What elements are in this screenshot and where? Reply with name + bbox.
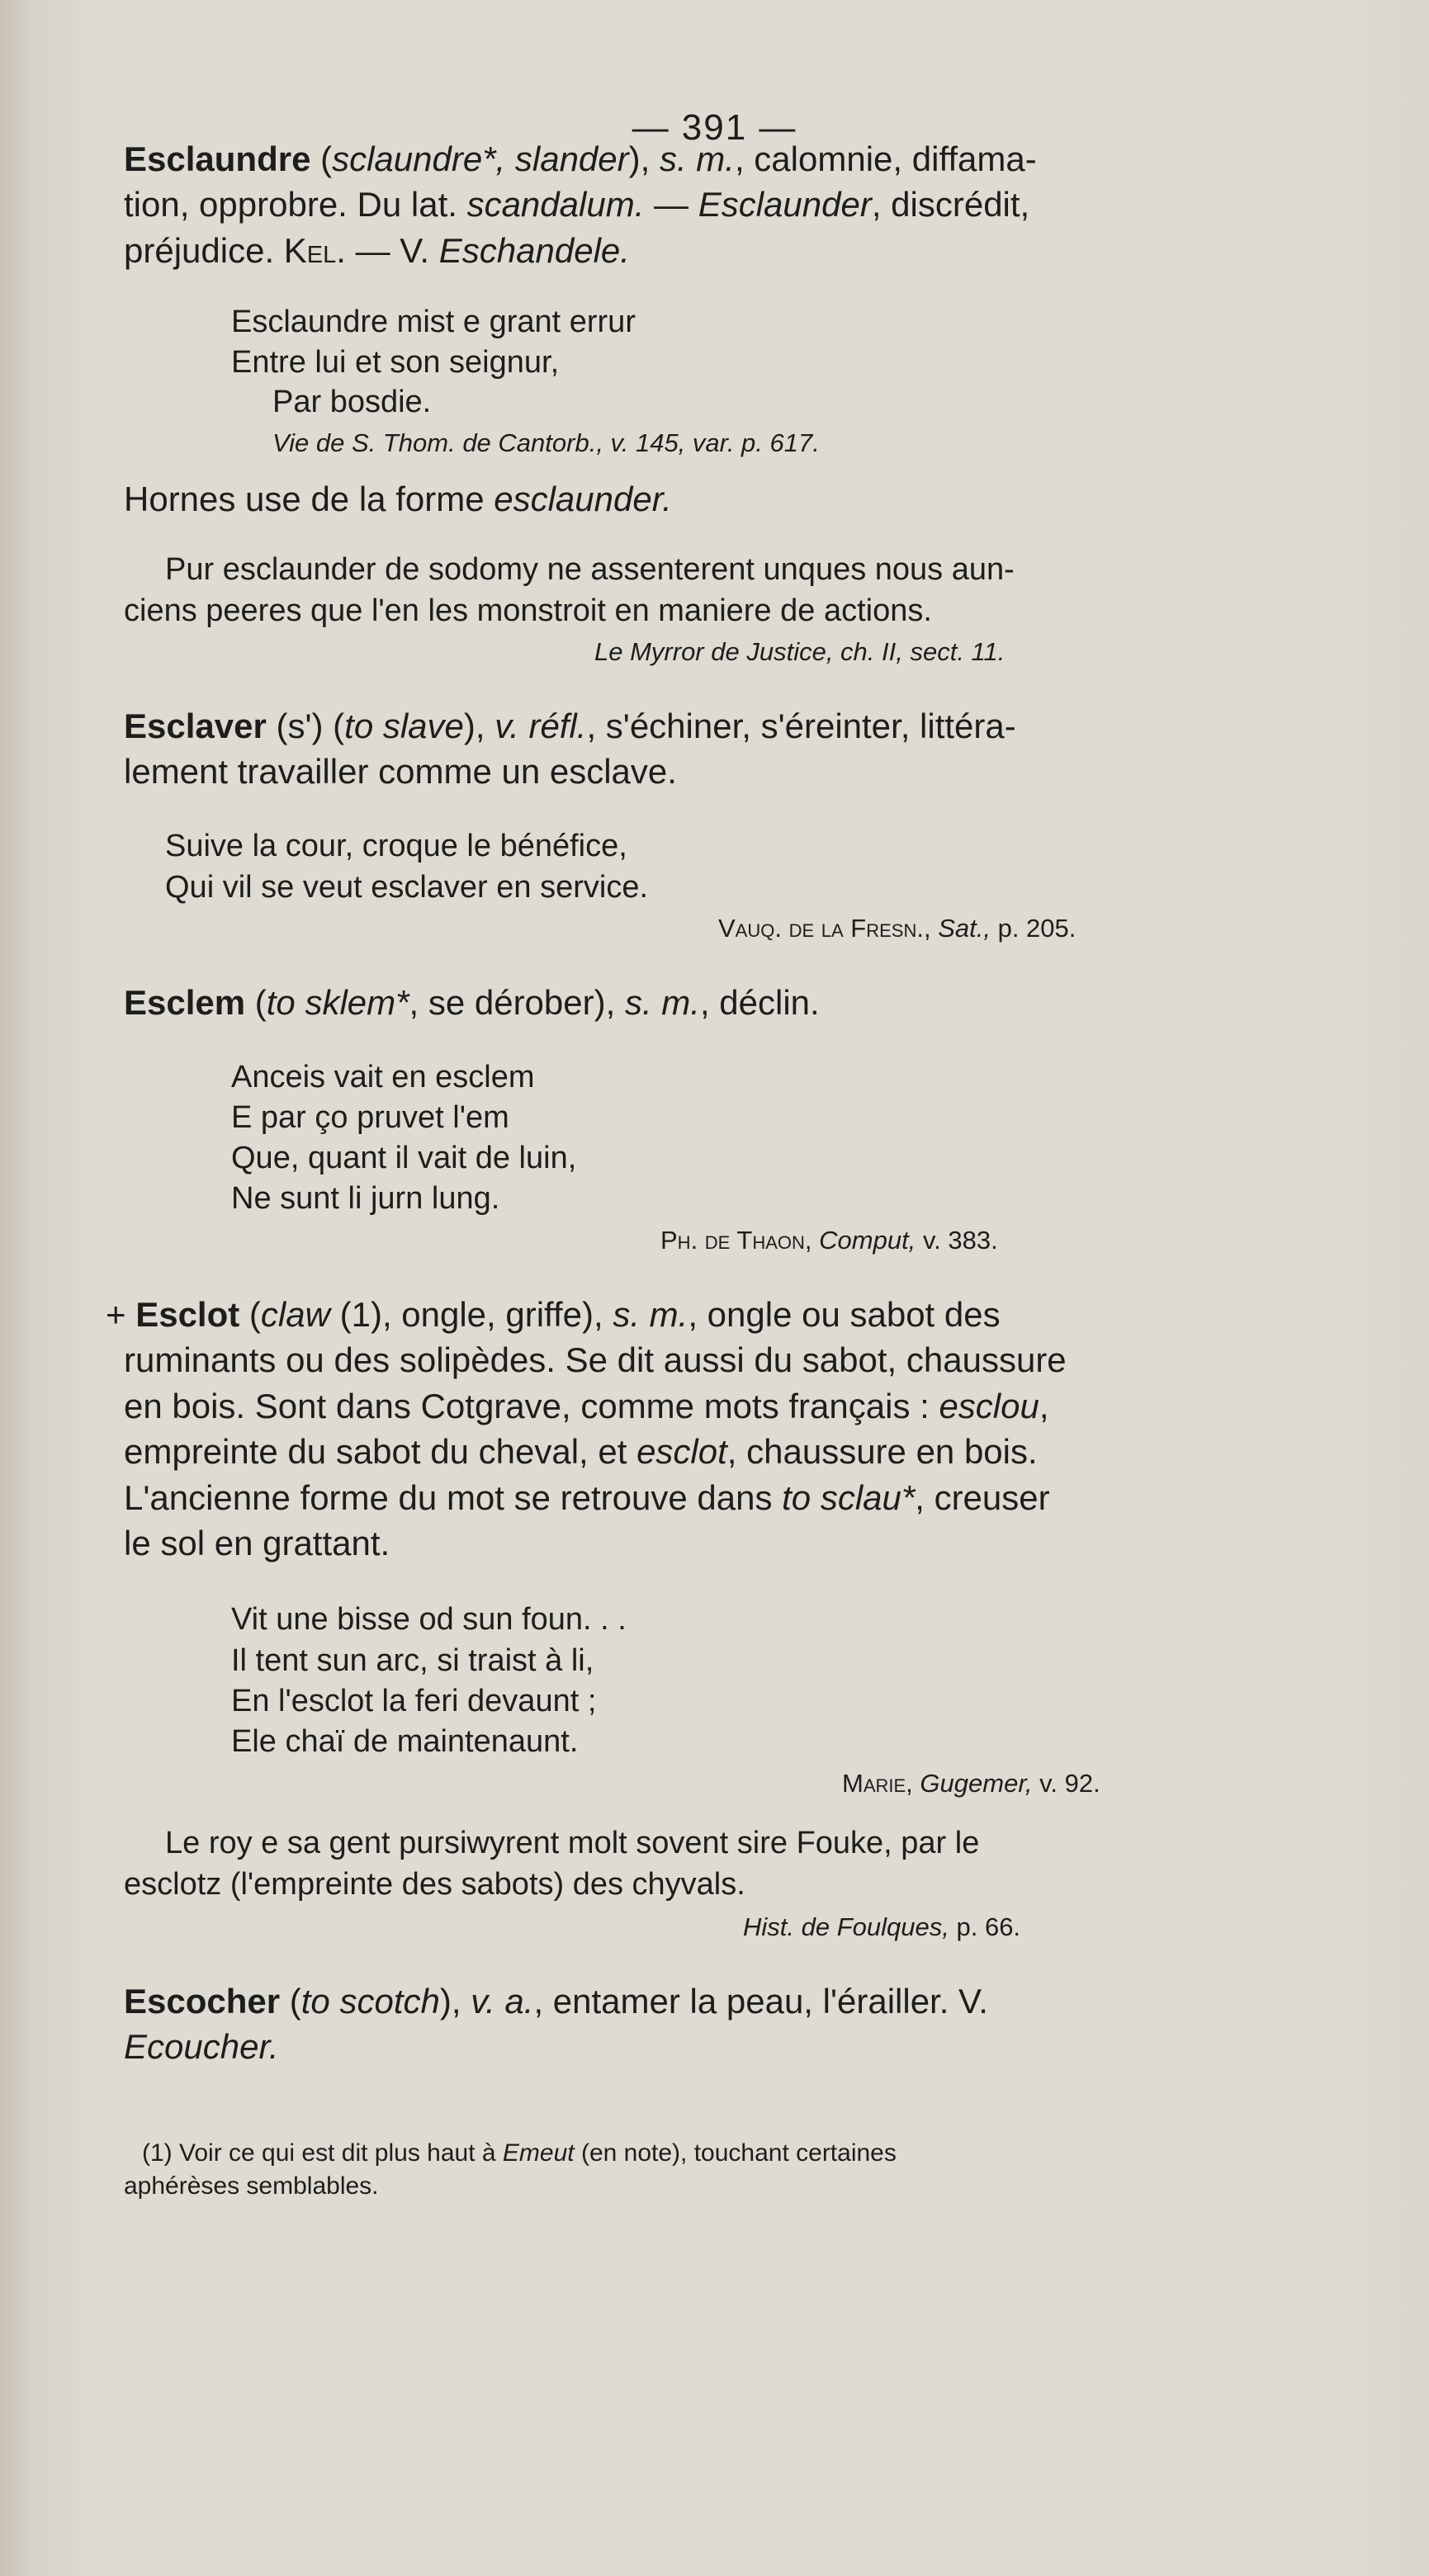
citation-source: Marie, Gugemer, v. 92. xyxy=(842,1769,1100,1798)
citation-source: Vauq. de la Fresn., Sat., p. 205. xyxy=(718,914,1076,943)
quote-line: Ne sunt li jurn lung. xyxy=(231,1181,500,1216)
headword: Esclaundre xyxy=(124,139,311,178)
citation-source: Le Myrror de Justice, ch. II, sect. 11. xyxy=(594,637,1006,666)
headword: Esclaver xyxy=(124,707,267,745)
headword: Esclem xyxy=(124,983,246,1022)
quote-line: Entre lui et son seignur, xyxy=(231,345,560,380)
entry-escocher-line-2: Ecoucher. xyxy=(124,2027,279,2066)
quote-line: E par ço pruvet l'em xyxy=(231,1100,509,1135)
entry-esclot-line-2: ruminants ou des solipèdes. Se dit aussi du sabot, chaussure xyxy=(124,1340,1067,1379)
entry-esclem-line-1: Esclem (to sklem*, se dérober), s. m., déclin. xyxy=(124,983,820,1022)
entry-esclot-line-3: en bois. Sont dans Cotgrave, comme mots français : esclou, xyxy=(124,1387,1049,1425)
quote-line: Suive la cour, croque le bénéfice, xyxy=(165,829,627,863)
quote-line: Par bosdie. xyxy=(272,385,432,419)
page-number: — 391 — xyxy=(632,107,797,148)
entry-esclot-line-1: + Esclot (claw (1), ongle, griffe), s. m., ongle ou sabot des xyxy=(106,1295,1001,1334)
entry-esclaver-line-2: lement travailler comme un esclave. xyxy=(124,752,677,791)
entry-escocher-line-1: Escocher (to scotch), v. a., entamer la peau, l'érailler. V. xyxy=(124,1982,988,2021)
quote-line: Esclaundre mist e grant errur xyxy=(231,305,636,339)
entry-esclaundre-line-2: tion, opprobre. Du lat. scandalum. — Esclaunder, discrédit, xyxy=(124,185,1030,224)
footnote-line-2: aphérèses semblables. xyxy=(124,2172,379,2200)
quote-line: Anceis vait en esclem xyxy=(231,1060,535,1094)
entry-esclaundre-line-3: préjudice. Kel. — V. Eschandele. xyxy=(124,231,630,270)
entry-esclot-line-4: empreinte du sabot du cheval, et esclot, chaussure en bois. xyxy=(124,1432,1038,1471)
citation-source: Ph. de Thaon, Comput, v. 383. xyxy=(660,1226,998,1255)
quote-line: En l'esclot la feri devaunt ; xyxy=(231,1684,597,1718)
quote-line: esclotz (l'empreinte des sabots) des chyvals. xyxy=(124,1867,745,1902)
quote-line: Le roy e sa gent pursiwyrent molt sovent sire Fouke, par le xyxy=(165,1826,980,1860)
entry-esclot-line-5: L'ancienne forme du mot se retrouve dans to sclau*, creuser xyxy=(124,1478,1050,1517)
headword: Esclot xyxy=(135,1295,240,1334)
quote-line: ciens peeres que l'en les monstroit en maniere de actions. xyxy=(124,593,932,628)
headword: Escocher xyxy=(124,1982,281,2021)
citation-source: Vie de S. Thom. de Cantorb., v. 145, var. p. 617. xyxy=(272,428,820,457)
quote-line: Ele chaï de maintenaunt. xyxy=(231,1724,579,1759)
citation-source: Hist. de Foulques, p. 66. xyxy=(743,1912,1021,1941)
footnote-line-1: (1) Voir ce qui est dit plus haut à Emeut (en note), touchant certaines xyxy=(142,2139,897,2167)
entry-esclot-line-6: le sol en grattant. xyxy=(124,1524,390,1562)
quote-line: Vit une bisse od sun foun. . . xyxy=(231,1602,627,1637)
entry-esclaundre-line-1: Esclaundre (sclaundre*, slander), s. m., calomnie, diffama- xyxy=(124,139,1037,178)
entry-esclaver-line-1: Esclaver (s') (to slave), v. réfl., s'échiner, s'éreinter, littéra- xyxy=(124,707,1016,745)
quote-line: Il tent sun arc, si traist à li, xyxy=(231,1643,594,1678)
quote-line: Qui vil se veut esclaver en service. xyxy=(165,870,649,905)
quote-line: Que, quant il vait de luin, xyxy=(231,1141,577,1175)
entry-esclaundre-note: Hornes use de la forme esclaunder. xyxy=(124,480,672,518)
quote-line: Pur esclaunder de sodomy ne assenterent unques nous aun- xyxy=(165,552,1015,587)
